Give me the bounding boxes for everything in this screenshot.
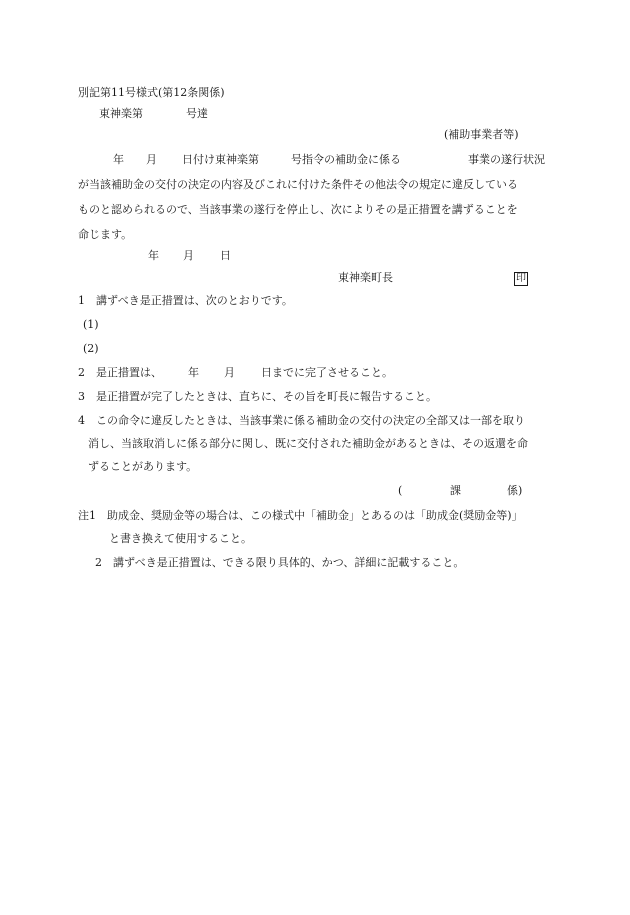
seal-label: 印 — [516, 273, 526, 284]
item-1-sub-2: (2) — [83, 342, 99, 355]
item-4-line3: ずることがあります。 — [88, 460, 198, 473]
item-3: 3 是正措置が完了したときは、直ちに、その旨を町長に報告すること。 — [78, 390, 437, 403]
item-2-month: 月 — [224, 366, 235, 379]
form-label: 別記第11号様式(第12条関係) — [78, 86, 225, 99]
note-2: 2 講ずべき是正措置は、できる限り具体的、かつ、詳細に記載すること。 — [95, 556, 465, 569]
item-2-suffix: 日までに完了させること。 — [261, 366, 393, 379]
contact-close: 係) — [507, 484, 523, 497]
issue-date-year: 年 — [148, 249, 159, 262]
body-line1-project: 事業の遂行状況 — [468, 153, 545, 166]
body-line1-month: 月 — [146, 153, 157, 166]
body-line1-directive: 号指令の補助金に係る — [291, 153, 401, 166]
item-4-line2: 消し、当該取消しに係る部分に関し、既に交付された補助金があるときは、その返還を命 — [88, 437, 528, 450]
contact-open: ( — [398, 484, 403, 497]
item-1: 1 講ずべき是正措置は、次のとおりです。 — [78, 294, 293, 307]
issue-date-day: 日 — [220, 249, 231, 262]
doc-number-suffix: 号達 — [186, 107, 208, 120]
seal-mark — [514, 271, 528, 285]
doc-number-prefix: 東神楽第 — [99, 107, 143, 120]
body-line1-year: 年 — [113, 153, 124, 166]
recipient-label: (補助事業者等) — [444, 128, 519, 141]
body-line1-date-ref: 日付け東神楽第 — [182, 153, 259, 166]
body-line2: が当該補助金の交付の決定の内容及びこれに付けた条件その他法令の規定に違反している — [78, 178, 518, 191]
item-2-prefix: 2 是正措置は、 — [78, 366, 162, 379]
issue-date-month: 月 — [183, 249, 194, 262]
issuer-title: 東神楽町長 — [338, 271, 393, 284]
body-line3: ものと認められるので、当該事業の遂行を停止し、次によりその是正措置を講ずることを — [78, 203, 518, 216]
item-1-sub-1: (1) — [83, 318, 99, 331]
item-2-year: 年 — [188, 366, 199, 379]
note-1-line1: 注1 助成金、奨励金等の場合は、この様式中「補助金」とあるのは「助成金(奨励金等)」 — [78, 509, 523, 522]
note-1-line2: と書き換えて使用すること。 — [109, 532, 252, 545]
body-line4: 命じます。 — [78, 228, 133, 241]
item-4-line1: 4 この命令に違反したときは、当該事業に係る補助金の交付の決定の全部又は一部を取り — [78, 414, 525, 427]
contact-section: 課 — [450, 484, 461, 497]
